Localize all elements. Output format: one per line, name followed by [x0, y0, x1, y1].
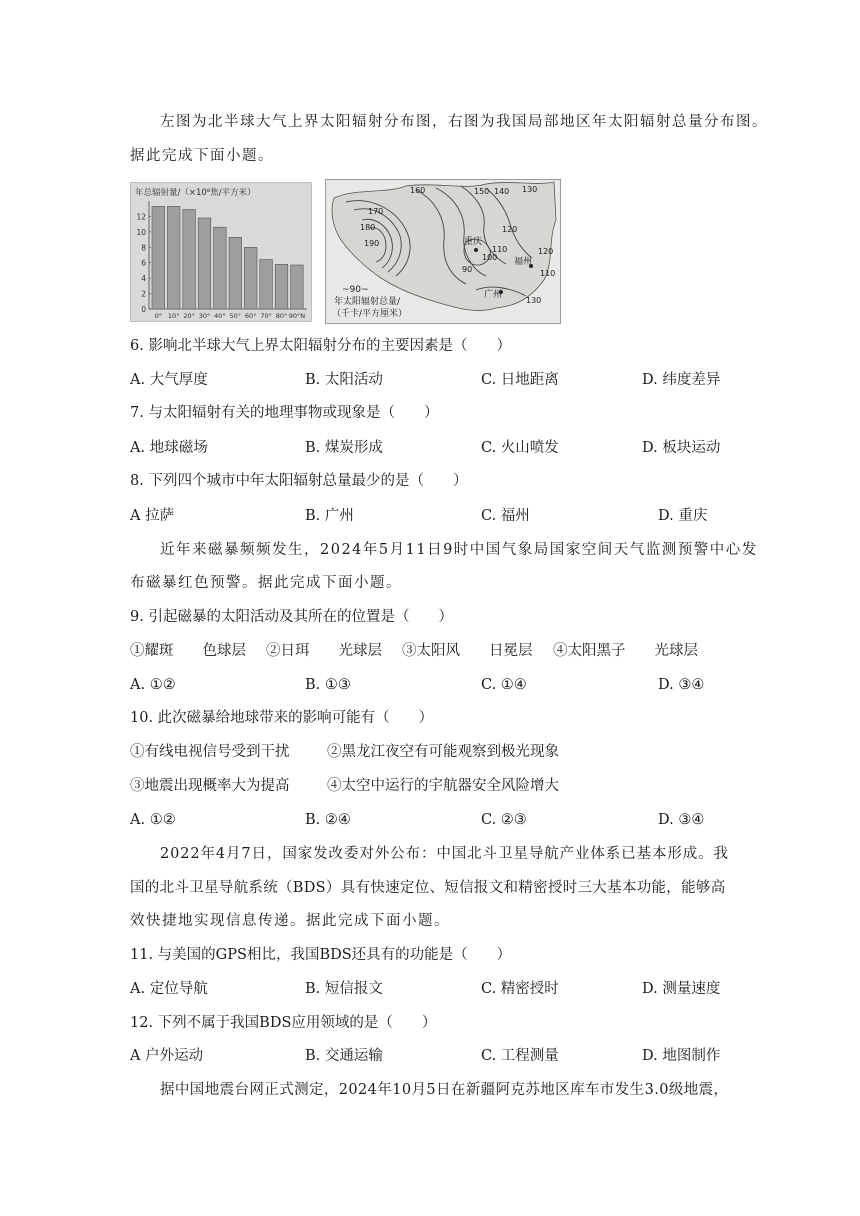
- city-guangzhou: 广州: [484, 290, 503, 300]
- intro3-line2: 国的北斗卫星导航系统（BDS）具有快速定位、短信报文和精密授时三大基本功能，能够高: [130, 880, 726, 896]
- x-tick-label: 20°: [183, 312, 195, 320]
- q6-option-b[interactable]: B. 太阳活动: [305, 372, 383, 388]
- isoline-label: 170: [368, 207, 384, 216]
- bar-4: [214, 227, 227, 309]
- solar-radiation-map: [325, 179, 561, 324]
- isoline-label: 150: [474, 187, 490, 196]
- y-tick-label: 12: [136, 212, 146, 222]
- isoline-label: 160: [410, 186, 426, 195]
- q11-option-d[interactable]: D. 测量速度: [642, 981, 721, 997]
- map-legend-sample: ~90~: [342, 285, 369, 295]
- x-tick-label: 10°: [167, 312, 180, 320]
- isoline-label: 130: [526, 296, 542, 305]
- bar-2: [183, 210, 196, 310]
- bar-6: [244, 247, 257, 309]
- q11-option-a[interactable]: A. 定位导航: [130, 981, 208, 997]
- q9-option-b[interactable]: B. ①③: [305, 677, 351, 693]
- isoline-label: 110: [540, 269, 556, 278]
- city-chongqing: 重庆: [464, 237, 483, 247]
- q6-option-a[interactable]: A. 大气厚度: [130, 372, 208, 388]
- city-fuzhou: 福州: [514, 257, 533, 267]
- q10-option-c[interactable]: C. ②③: [481, 812, 527, 828]
- y-tick-label: 6: [141, 258, 146, 268]
- map-legend-line1: 年太阳辐射总量/: [334, 297, 401, 307]
- q12-option-d[interactable]: D. 地图制作: [642, 1048, 721, 1064]
- bar-5: [229, 237, 242, 309]
- q7-option-c[interactable]: C. 火山喷发: [481, 440, 559, 456]
- q9-item-3: ③太阳风 日冕层: [402, 643, 533, 659]
- bar-1: [167, 206, 180, 309]
- chongqing-dot: [474, 248, 478, 252]
- q10-item-4: ④太空中运行的宇航器安全风险增大: [327, 778, 559, 794]
- q9-option-c[interactable]: C. ①④: [481, 677, 527, 693]
- q8-option-b[interactable]: B. 广州: [305, 508, 354, 524]
- q9-option-d[interactable]: D. ③④: [658, 677, 705, 693]
- x-tick-label: 70°: [260, 312, 272, 320]
- x-tick-label: 30°: [198, 312, 211, 320]
- x-tick-label: 40°: [214, 312, 226, 320]
- q12-option-b[interactable]: B. 交通运输: [305, 1048, 383, 1064]
- bar-0: [152, 206, 165, 309]
- q11-option-c[interactable]: C. 精密授时: [481, 981, 559, 997]
- q6-stem: 6. 影响北半球大气上界太阳辐射分布的主要因素是（ ）: [130, 338, 511, 354]
- x-tick-label: 50°: [229, 312, 242, 320]
- x-tick-label: 90°N: [288, 312, 306, 320]
- q11-option-b[interactable]: B. 短信报文: [305, 981, 383, 997]
- y-tick-label: 2: [141, 289, 146, 299]
- x-tick-label: 0°: [154, 312, 162, 320]
- q7-stem: 7. 与太阳辐射有关的地理事物或现象是（ ）: [130, 405, 439, 421]
- q7-option-a[interactable]: A. 地球磁场: [130, 440, 208, 456]
- x-tick-label: 80°: [275, 312, 288, 320]
- q10-item-2: ②黑龙江夜空有可能观察到极光现象: [327, 744, 559, 760]
- intro3-line1: 2022年4月7日，国家发改委对外公布：中国北斗卫星导航产业体系已基本形成。我: [160, 846, 729, 862]
- bar-9: [291, 265, 304, 309]
- isoline-label: 110: [492, 245, 508, 254]
- isoline-label: 190: [364, 239, 380, 248]
- intro3-line3: 效快捷地实现信息传递。据此完成下面小题。: [130, 913, 450, 929]
- x-tick-label: 60°: [244, 312, 257, 320]
- q8-option-c[interactable]: C. 福州: [481, 508, 530, 524]
- q12-option-a[interactable]: A 户外运动: [130, 1048, 204, 1064]
- q6-option-c[interactable]: C. 日地距离: [481, 372, 559, 388]
- isoline-label: 130: [522, 185, 538, 194]
- q9-item-1: ①耀斑 色球层: [130, 643, 246, 659]
- map-svg: [326, 180, 560, 323]
- q8-option-a[interactable]: A 拉萨: [130, 508, 175, 524]
- intro2-line2: 布磁暴红色预警。据此完成下面小题。: [130, 575, 402, 591]
- radiation-bar-chart: [130, 182, 312, 322]
- q10-option-d[interactable]: D. ③④: [658, 812, 705, 828]
- isoline-label: 140: [494, 187, 510, 196]
- q9-item-4: ④太阳黑子 光球层: [553, 643, 698, 659]
- q11-stem: 11. 与美国的GPS相比，我国BDS还具有的功能是（ ）: [130, 947, 512, 963]
- bar-8: [275, 264, 288, 309]
- y-tick-label: 8: [141, 243, 146, 253]
- q12-stem: 12. 下列不属于我国BDS应用领域的是（ ）: [130, 1015, 437, 1031]
- y-tick-label: 0: [141, 305, 146, 314]
- q9-stem: 9. 引起磁暴的太阳活动及其所在的位置是（ ）: [130, 609, 453, 625]
- q6-option-d[interactable]: D. 纬度差异: [642, 372, 721, 388]
- q7-option-b[interactable]: B. 煤炭形成: [305, 440, 383, 456]
- q10-stem: 10. 此次磁暴给地球带来的影响可能有（ ）: [130, 710, 434, 726]
- intro1-line2: 据此完成下面小题。: [130, 148, 274, 164]
- q10-item-3: ③地震出现概率大为提高: [130, 778, 290, 794]
- isoline-label: 180: [360, 223, 376, 232]
- intro2-line1: 近年来磁暴频频发生，2024年5月11日9时中国气象局国家空间天气监测预警中心发: [160, 542, 758, 558]
- bar-7: [260, 260, 273, 309]
- q8-stem: 8. 下列四个城市中年太阳辐射总量最少的是（ ）: [130, 473, 468, 489]
- q10-option-a[interactable]: A. ①②: [130, 812, 176, 828]
- map-legend-line2: （千卡/平方厘米）: [332, 309, 408, 319]
- y-tick-label: 4: [141, 274, 146, 284]
- intro1-line1: 左图为北半球大气上界太阳辐射分布图，右图为我国局部地区年太阳辐射总量分布图。: [160, 114, 768, 130]
- bar-chart-svg: [131, 183, 311, 321]
- q9-item-2: ②日珥 光球层: [266, 643, 382, 659]
- q8-option-d[interactable]: D. 重庆: [658, 508, 708, 524]
- q10-item-1: ①有线电视信号受到干扰: [130, 744, 290, 760]
- q10-option-b[interactable]: B. ②④: [305, 812, 351, 828]
- isoline-label: 90: [462, 265, 473, 274]
- q12-option-c[interactable]: C. 工程测量: [481, 1048, 559, 1064]
- intro4-line1: 据中国地震台网正式测定，2024年10月5日在新疆阿克苏地区库车市发生3.0级地震，: [160, 1082, 729, 1098]
- isoline-label: 100: [482, 253, 498, 262]
- bar-3: [198, 218, 211, 309]
- q9-option-a[interactable]: A. ①②: [130, 677, 176, 693]
- y-tick-label: 10: [136, 227, 146, 237]
- q7-option-d[interactable]: D. 板块运动: [642, 440, 721, 456]
- isoline-label: 120: [502, 225, 518, 234]
- isoline-label: 120: [538, 247, 554, 256]
- chart-ylabel: 年总辐射量/（×10⁸焦/平方米）: [135, 188, 256, 198]
